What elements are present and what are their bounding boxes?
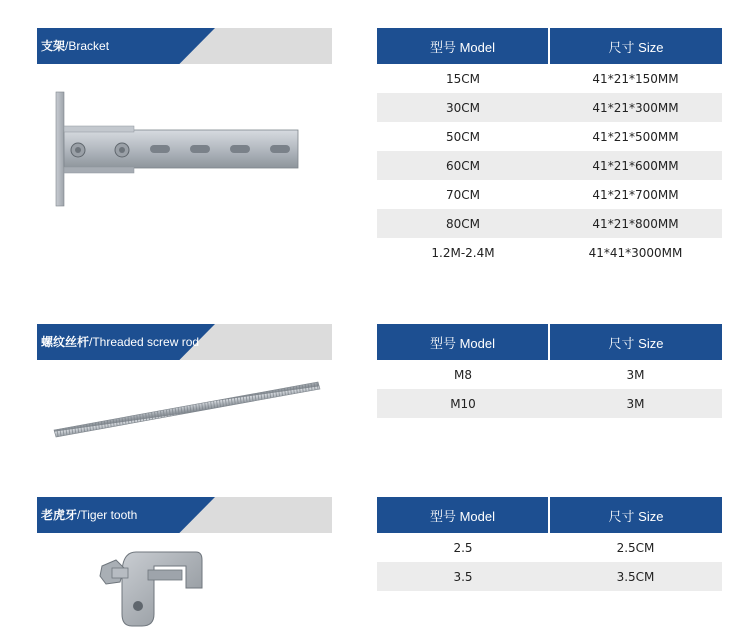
screw-rod-image: [48, 376, 328, 446]
section-title-text: 老虎牙/Tiger tooth: [41, 508, 138, 522]
cell-size: 3M: [549, 389, 722, 418]
cell-size: 3M: [626, 367, 645, 382]
cell-model: 2.5: [453, 540, 473, 555]
section-title-text: 螺纹丝杆/Threaded screw rod: [41, 335, 200, 349]
cell-model: 30CM: [377, 93, 549, 122]
table-row: [377, 360, 722, 389]
table-row: [377, 389, 722, 418]
table-row: [377, 93, 722, 122]
cell-size: 41*21*500MM: [592, 129, 679, 144]
table-row: [377, 122, 722, 151]
cell-model: M8: [454, 367, 472, 382]
cell-size: 41*21*700MM: [592, 187, 679, 202]
cell-size: 2.5CM: [616, 540, 655, 555]
header-size: 尺寸 Size: [549, 324, 722, 360]
cell-size: 41*41*3000MM: [588, 245, 683, 260]
table-row: [377, 180, 722, 209]
cell-size: 41*21*300MM: [549, 93, 722, 122]
table-row: [377, 151, 722, 180]
table-row: [377, 238, 722, 267]
spec-table-tiger-tooth: [377, 497, 722, 591]
cell-size: 3.5CM: [549, 562, 722, 591]
section-title-bracket: [37, 28, 332, 64]
header-model: 型号 Model: [377, 28, 549, 64]
cell-size: 41*21*600MM: [549, 151, 722, 180]
bracket-image: [52, 90, 302, 210]
header-size: 尺寸 Size: [549, 28, 722, 64]
table-row: [377, 533, 722, 562]
header-model: 型号 Model: [377, 497, 549, 533]
cell-model: 15CM: [445, 71, 480, 86]
table-row: [377, 64, 722, 93]
section-title-screw-rod: [37, 324, 332, 360]
header-size: 尺寸 Size: [549, 497, 722, 533]
table-row: [377, 562, 722, 591]
cell-model: 50CM: [445, 129, 480, 144]
tiger-tooth-image: [98, 544, 208, 629]
spec-table-screw-rod: [377, 324, 722, 418]
header-model: 型号 Model: [377, 324, 549, 360]
cell-model: 80CM: [377, 209, 549, 238]
section-title-tiger-tooth: [37, 497, 332, 533]
cell-model: M10: [377, 389, 549, 418]
cell-model: 1.2M-2.4M: [431, 245, 495, 260]
section-title-text: 支架/Bracket: [41, 39, 110, 53]
cell-model: 70CM: [445, 187, 480, 202]
cell-size: 41*21*800MM: [549, 209, 722, 238]
table-row: [377, 209, 722, 238]
cell-size: 41*21*150MM: [592, 71, 679, 86]
cell-model: 3.5: [377, 562, 549, 591]
cell-model: 60CM: [377, 151, 549, 180]
spec-table-bracket: [377, 28, 722, 267]
